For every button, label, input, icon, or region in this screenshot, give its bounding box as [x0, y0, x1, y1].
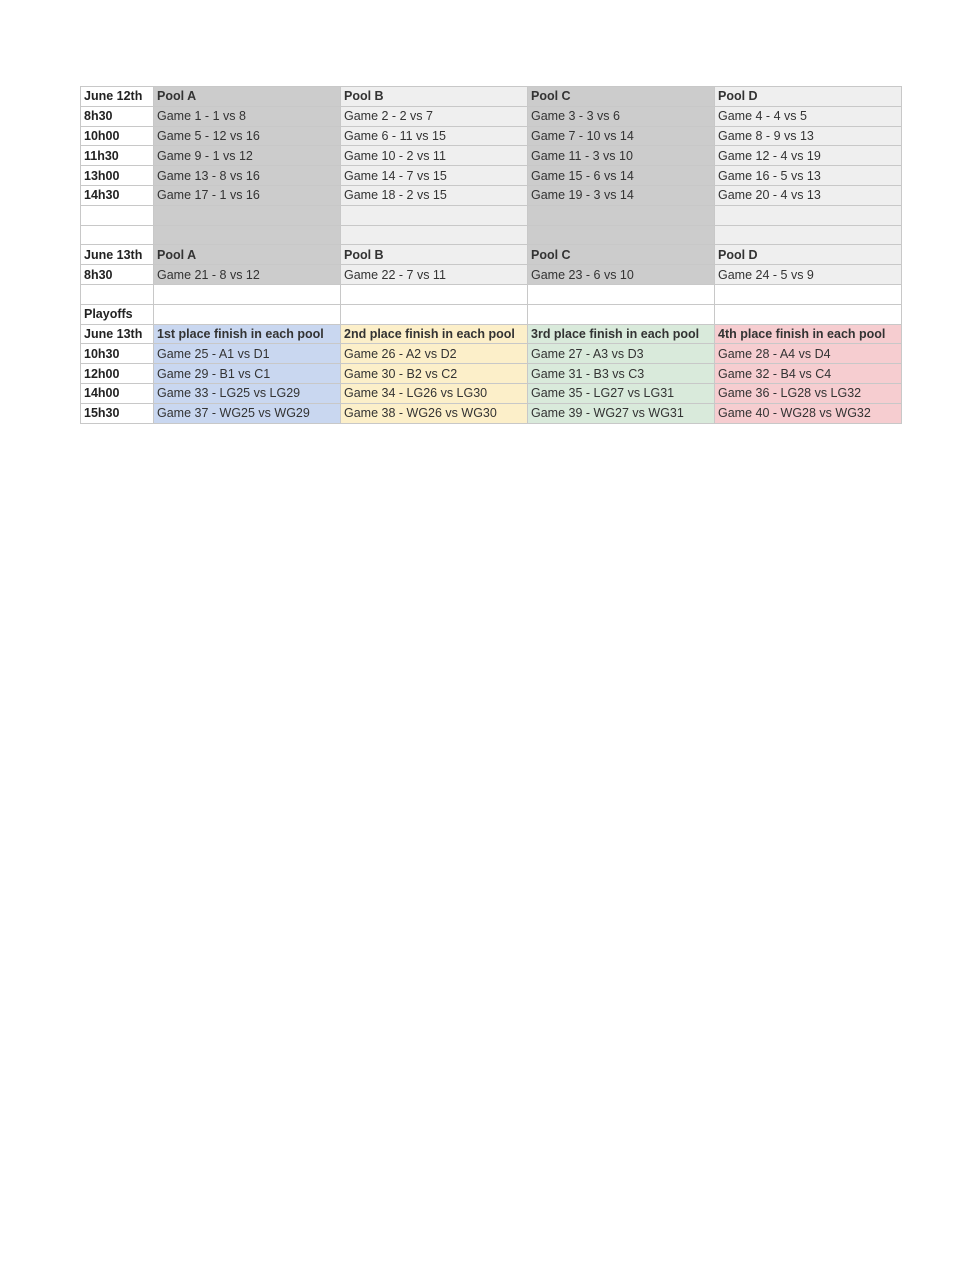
pool-c-header: Pool C — [528, 87, 715, 107]
table-row — [81, 265, 902, 285]
pool-d-header: Pool D — [715, 245, 902, 265]
pool-d-header: Pool D — [715, 87, 902, 107]
game-cell: Game 13 - 8 vs 16 — [154, 166, 341, 186]
game-cell: Game 34 - LG26 vs LG30 — [341, 383, 528, 403]
game-cell: Game 28 - A4 vs D4 — [715, 344, 902, 364]
game-cell: Game 40 - WG28 vs WG32 — [715, 403, 902, 423]
bracket-4th-header: 4th place finish in each pool — [715, 324, 902, 344]
time-cell: 13h00 — [81, 166, 154, 186]
table-row — [81, 185, 902, 205]
empty-cell — [341, 225, 528, 245]
empty-cell — [81, 225, 154, 245]
empty-cell — [715, 225, 902, 245]
game-cell: Game 10 - 2 vs 11 — [341, 146, 528, 166]
empty-cell — [81, 284, 154, 304]
playoffs-title: Playoffs — [81, 304, 154, 324]
empty-cell — [154, 205, 341, 225]
empty-cell — [528, 304, 715, 324]
game-cell: Game 24 - 5 vs 9 — [715, 265, 902, 285]
time-cell: 10h00 — [81, 126, 154, 146]
empty-cell — [154, 304, 341, 324]
game-cell: Game 18 - 2 vs 15 — [341, 185, 528, 205]
playoffs-header-row — [81, 324, 902, 344]
table-row — [81, 166, 902, 186]
time-cell: 11h30 — [81, 146, 154, 166]
game-cell: Game 9 - 1 vs 12 — [154, 146, 341, 166]
game-cell: Game 19 - 3 vs 14 — [528, 185, 715, 205]
bracket-3rd-header: 3rd place finish in each pool — [528, 324, 715, 344]
empty-cell — [715, 284, 902, 304]
game-cell: Game 2 - 2 vs 7 — [341, 106, 528, 126]
empty-cell — [715, 205, 902, 225]
spacer-row — [81, 284, 902, 304]
game-cell: Game 6 - 11 vs 15 — [341, 126, 528, 146]
pool-c-header: Pool C — [528, 245, 715, 265]
playoffs-title-row — [81, 304, 902, 324]
game-cell: Game 23 - 6 vs 10 — [528, 265, 715, 285]
game-cell: Game 15 - 6 vs 14 — [528, 166, 715, 186]
time-cell: 8h30 — [81, 265, 154, 285]
table-row — [81, 146, 902, 166]
game-cell: Game 39 - WG27 vs WG31 — [528, 403, 715, 423]
game-cell: Game 3 - 3 vs 6 — [528, 106, 715, 126]
pool-a-header: Pool A — [154, 245, 341, 265]
pool-b-header: Pool B — [341, 87, 528, 107]
game-cell: Game 8 - 9 vs 13 — [715, 126, 902, 146]
game-cell: Game 25 - A1 vs D1 — [154, 344, 341, 364]
game-cell: Game 31 - B3 vs C3 — [528, 364, 715, 384]
table-row — [81, 106, 902, 126]
game-cell: Game 4 - 4 vs 5 — [715, 106, 902, 126]
empty-cell — [528, 225, 715, 245]
game-cell: Game 35 - LG27 vs LG31 — [528, 383, 715, 403]
game-cell: Game 26 - A2 vs D2 — [341, 344, 528, 364]
time-cell: 12h00 — [81, 364, 154, 384]
empty-cell — [341, 205, 528, 225]
time-cell: 15h30 — [81, 403, 154, 423]
game-cell: Game 37 - WG25 vs WG29 — [154, 403, 341, 423]
game-cell: Game 20 - 4 vs 13 — [715, 185, 902, 205]
game-cell: Game 32 - B4 vs C4 — [715, 364, 902, 384]
schedule-table — [80, 86, 902, 424]
game-cell: Game 16 - 5 vs 13 — [715, 166, 902, 186]
table-row — [81, 383, 902, 403]
empty-cell — [154, 225, 341, 245]
empty-cell — [81, 205, 154, 225]
game-cell: Game 12 - 4 vs 19 — [715, 146, 902, 166]
day2-date: June 13th — [81, 245, 154, 265]
spacer-row — [81, 225, 902, 245]
game-cell: Game 1 - 1 vs 8 — [154, 106, 341, 126]
table-row — [81, 403, 902, 423]
game-cell: Game 30 - B2 vs C2 — [341, 364, 528, 384]
day1-header-row — [81, 87, 902, 107]
game-cell: Game 27 - A3 vs D3 — [528, 344, 715, 364]
time-cell: 14h30 — [81, 185, 154, 205]
empty-cell — [341, 304, 528, 324]
table-row — [81, 126, 902, 146]
game-cell: Game 5 - 12 vs 16 — [154, 126, 341, 146]
bracket-2nd-header: 2nd place finish in each pool — [341, 324, 528, 344]
game-cell: Game 33 - LG25 vs LG29 — [154, 383, 341, 403]
time-cell: 8h30 — [81, 106, 154, 126]
empty-cell — [528, 284, 715, 304]
empty-cell — [528, 205, 715, 225]
game-cell: Game 21 - 8 vs 12 — [154, 265, 341, 285]
day2-header-row — [81, 245, 902, 265]
empty-cell — [715, 304, 902, 324]
spacer-row — [81, 205, 902, 225]
game-cell: Game 36 - LG28 vs LG32 — [715, 383, 902, 403]
game-cell: Game 29 - B1 vs C1 — [154, 364, 341, 384]
game-cell: Game 22 - 7 vs 11 — [341, 265, 528, 285]
table-row — [81, 344, 902, 364]
game-cell: Game 11 - 3 vs 10 — [528, 146, 715, 166]
game-cell: Game 7 - 10 vs 14 — [528, 126, 715, 146]
bracket-1st-header: 1st place finish in each pool — [154, 324, 341, 344]
pool-b-header: Pool B — [341, 245, 528, 265]
time-cell: 10h30 — [81, 344, 154, 364]
playoffs-date: June 13th — [81, 324, 154, 344]
pool-a-header: Pool A — [154, 87, 341, 107]
empty-cell — [341, 284, 528, 304]
day1-date: June 12th — [81, 87, 154, 107]
table-row — [81, 364, 902, 384]
game-cell: Game 38 - WG26 vs WG30 — [341, 403, 528, 423]
game-cell: Game 14 - 7 vs 15 — [341, 166, 528, 186]
game-cell: Game 17 - 1 vs 16 — [154, 185, 341, 205]
time-cell: 14h00 — [81, 383, 154, 403]
empty-cell — [154, 284, 341, 304]
